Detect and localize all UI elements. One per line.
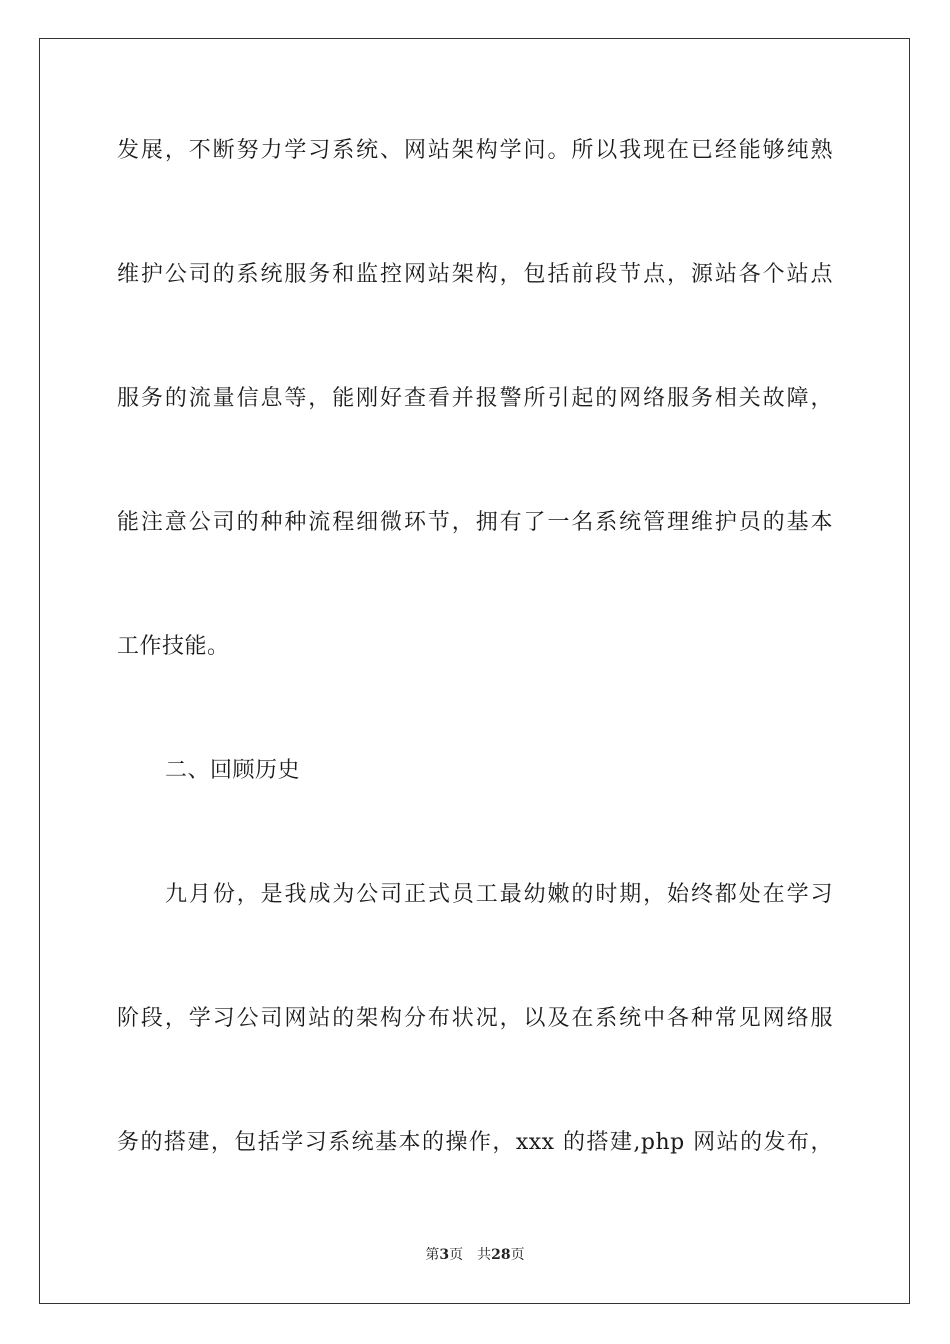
- page-number: 3: [439, 1247, 450, 1263]
- total-pages: 28: [491, 1247, 511, 1263]
- page-suffix: 页: [449, 1247, 464, 1263]
- body-text-line: 能注意公司的种种流程细微环节，拥有了一名系统管理维护员的基本: [117, 510, 833, 535]
- body-text-line: 服务的流量信息等，能刚好查看并报警所引起的网络服务相关故障，: [117, 386, 833, 411]
- body-text-line: 务的搭建，包括学习系统基本的操作，xxx 的搭建,php 网站的发布，: [117, 1130, 833, 1155]
- page-prefix: 第: [425, 1247, 440, 1263]
- body-text-line: 维护公司的系统服务和监控网站架构，包括前段节点，源站各个站点: [117, 262, 833, 287]
- body-text-line: 发展，不断努力学习系统、网站架构学问。所以我现在已经能够纯熟: [117, 138, 833, 163]
- total-suffix: 页: [510, 1247, 525, 1263]
- total-prefix: 共: [477, 1247, 492, 1263]
- body-text-line: 阶段，学习公司网站的架构分布状况，以及在系统中各种常见网络服: [117, 1006, 833, 1031]
- page-footer: [0, 1245, 950, 1265]
- body-text-line: 工作技能。: [117, 634, 230, 659]
- section-heading: 二、回顾历史: [165, 758, 301, 783]
- page-border: [39, 38, 910, 1304]
- body-text-line: 九月份，是我成为公司正式员工最幼嫩的时期，始终都处在学习: [165, 882, 833, 907]
